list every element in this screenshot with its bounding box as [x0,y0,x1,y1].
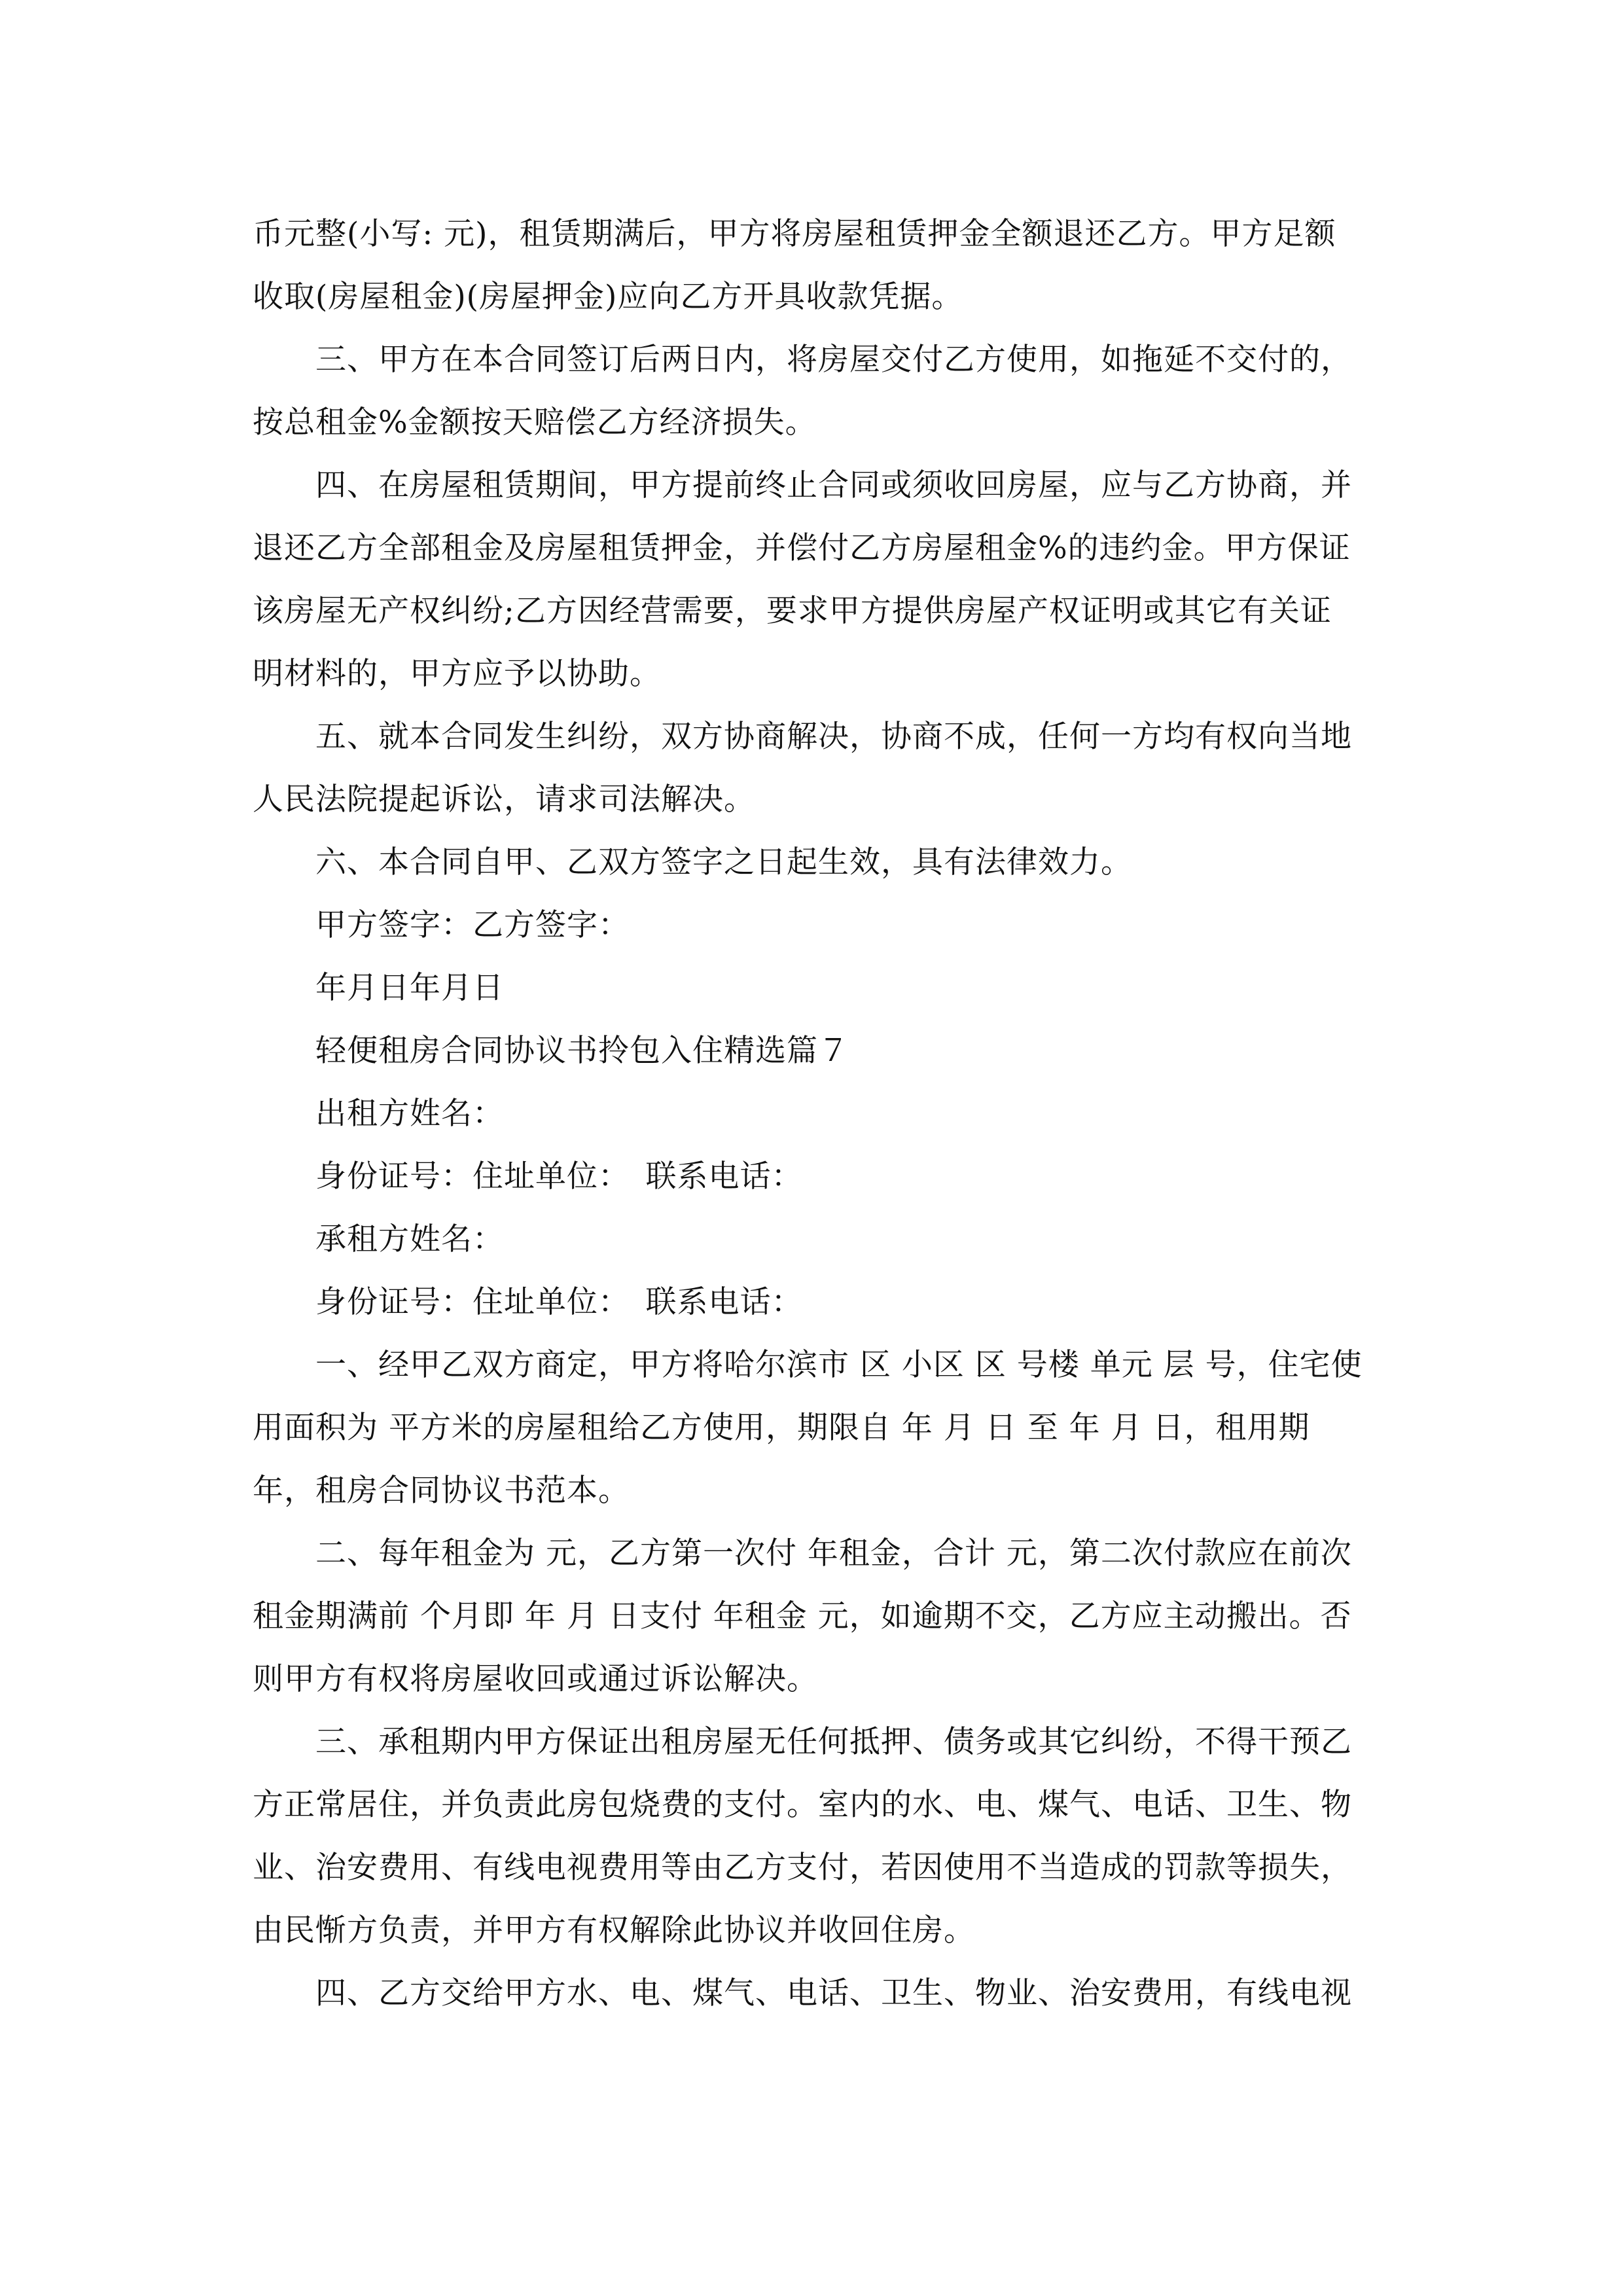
paragraph-clause-4 [253,454,1378,706]
text-line: 四、乙方交给甲方水、电、煤气、电话、卫生、物业、治安费用，有线电视 [315,1975,1352,2011]
text-line: 则甲方有权将房屋收回或通过诉讼解决。 [253,1661,818,1697]
paragraph-signatures [253,894,1378,957]
text-line: 方正常居住，并负责此房包烧费的支付。室内的水、电、煤气、电话、卫生、物 [253,1787,1352,1823]
paragraph-lessor-name [253,1083,1378,1145]
paragraph-lessor-id [253,1145,1378,1208]
text-line: 出租方姓名： [315,1096,504,1132]
text-line: 四、在房屋租赁期间，甲方提前终止合同或须收回房屋，应与乙方协商，并 [315,467,1352,503]
text-line: 承租方姓名： [315,1221,504,1257]
text-line: 人民法院提起诉讼，请求司法解决。 [253,781,755,817]
text-line: 用面积为 平方米的房屋租给乙方使用，期限自 年 月 日 至 年 月 日，租用期 [253,1410,1310,1446]
text-line: 年月日年月日 [315,970,504,1006]
paragraph-lessee-name [253,1208,1378,1271]
text-line: 轻便租房合同协议书拎包入住精选篇７ [315,1033,849,1069]
paragraph-b-clause-1 [253,1334,1378,1522]
text-line: 租金期满前 个月即 年 月 日支付 年租金 元，如逾期不交，乙方应主动搬出。否 [253,1598,1352,1634]
text-line: 年，租房合同协议书范本。 [253,1473,630,1509]
text-line: 收取(房屋租金)(房屋押金)应向乙方开具收款凭据。 [253,279,963,315]
paragraph-lessee-id [253,1271,1378,1334]
paragraph-b-clause-2 [253,1522,1378,1711]
paragraph-b-clause-3 [253,1711,1378,1962]
text-line: 三、甲方在本合同签订后两日内，将房屋交付乙方使用，如拖延不交付的， [315,342,1352,378]
text-line: 由民惭方负责，并甲方有权解除此协议并收回住房。 [253,1912,975,1948]
text-line: 三、承租期内甲方保证出租房屋无任何抵押、债务或其它纠纷，不得干预乙 [315,1724,1352,1760]
text-line: 按总租金%金额按天赔偿乙方经济损失。 [253,404,817,440]
text-line: 明材料的，甲方应予以协助。 [253,656,661,692]
text-line: 五、就本合同发生纠纷，双方协商解决，协商不成，任何一方均有权向当地 [315,719,1352,755]
paragraph-heading-7 [253,1020,1378,1083]
text-line: 一、经甲乙双方商定，甲方将哈尔滨市 区 小区 区 号楼 单元 层 号，住宅使 [315,1347,1363,1383]
text-line: 业、治安费用、有线电视费用等由乙方支付，若因使用不当造成的罚款等损失， [253,1850,1352,1886]
text-line: 六、本合同自甲、乙双方签字之日起生效，具有法律效力。 [315,844,1132,880]
paragraph-deposit-cont [253,203,1378,329]
paragraph-clause-3 [253,329,1378,454]
text-line: 币元整(小写: 元)，租赁期满后，甲方将房屋租赁押金全额退还乙方。甲方足额 [253,216,1336,252]
paragraph-clause-6 [253,831,1378,894]
document-body [253,203,1378,2025]
paragraph-clause-5 [253,706,1378,831]
text-line: 二、每年租金为 元，乙方第一次付 年租金，合计 元，第二次付款应在前次 [315,1535,1352,1571]
text-line: 身份证号：住址单位： 联系电话： [315,1284,803,1320]
text-line: 身份证号：住址单位： 联系电话： [315,1158,803,1194]
text-line: 该房屋无产权纠纷;乙方因经营需要，要求甲方提供房屋产权证明或其它有关证 [253,593,1332,629]
paragraph-dates [253,957,1378,1020]
text-line: 退还乙方全部租金及房屋租赁押金，并偿付乙方房屋租金%的违约金。甲方保证 [253,530,1351,566]
text-line: 甲方签字：乙方签字： [315,907,630,943]
paragraph-b-clause-4 [253,1962,1378,2025]
